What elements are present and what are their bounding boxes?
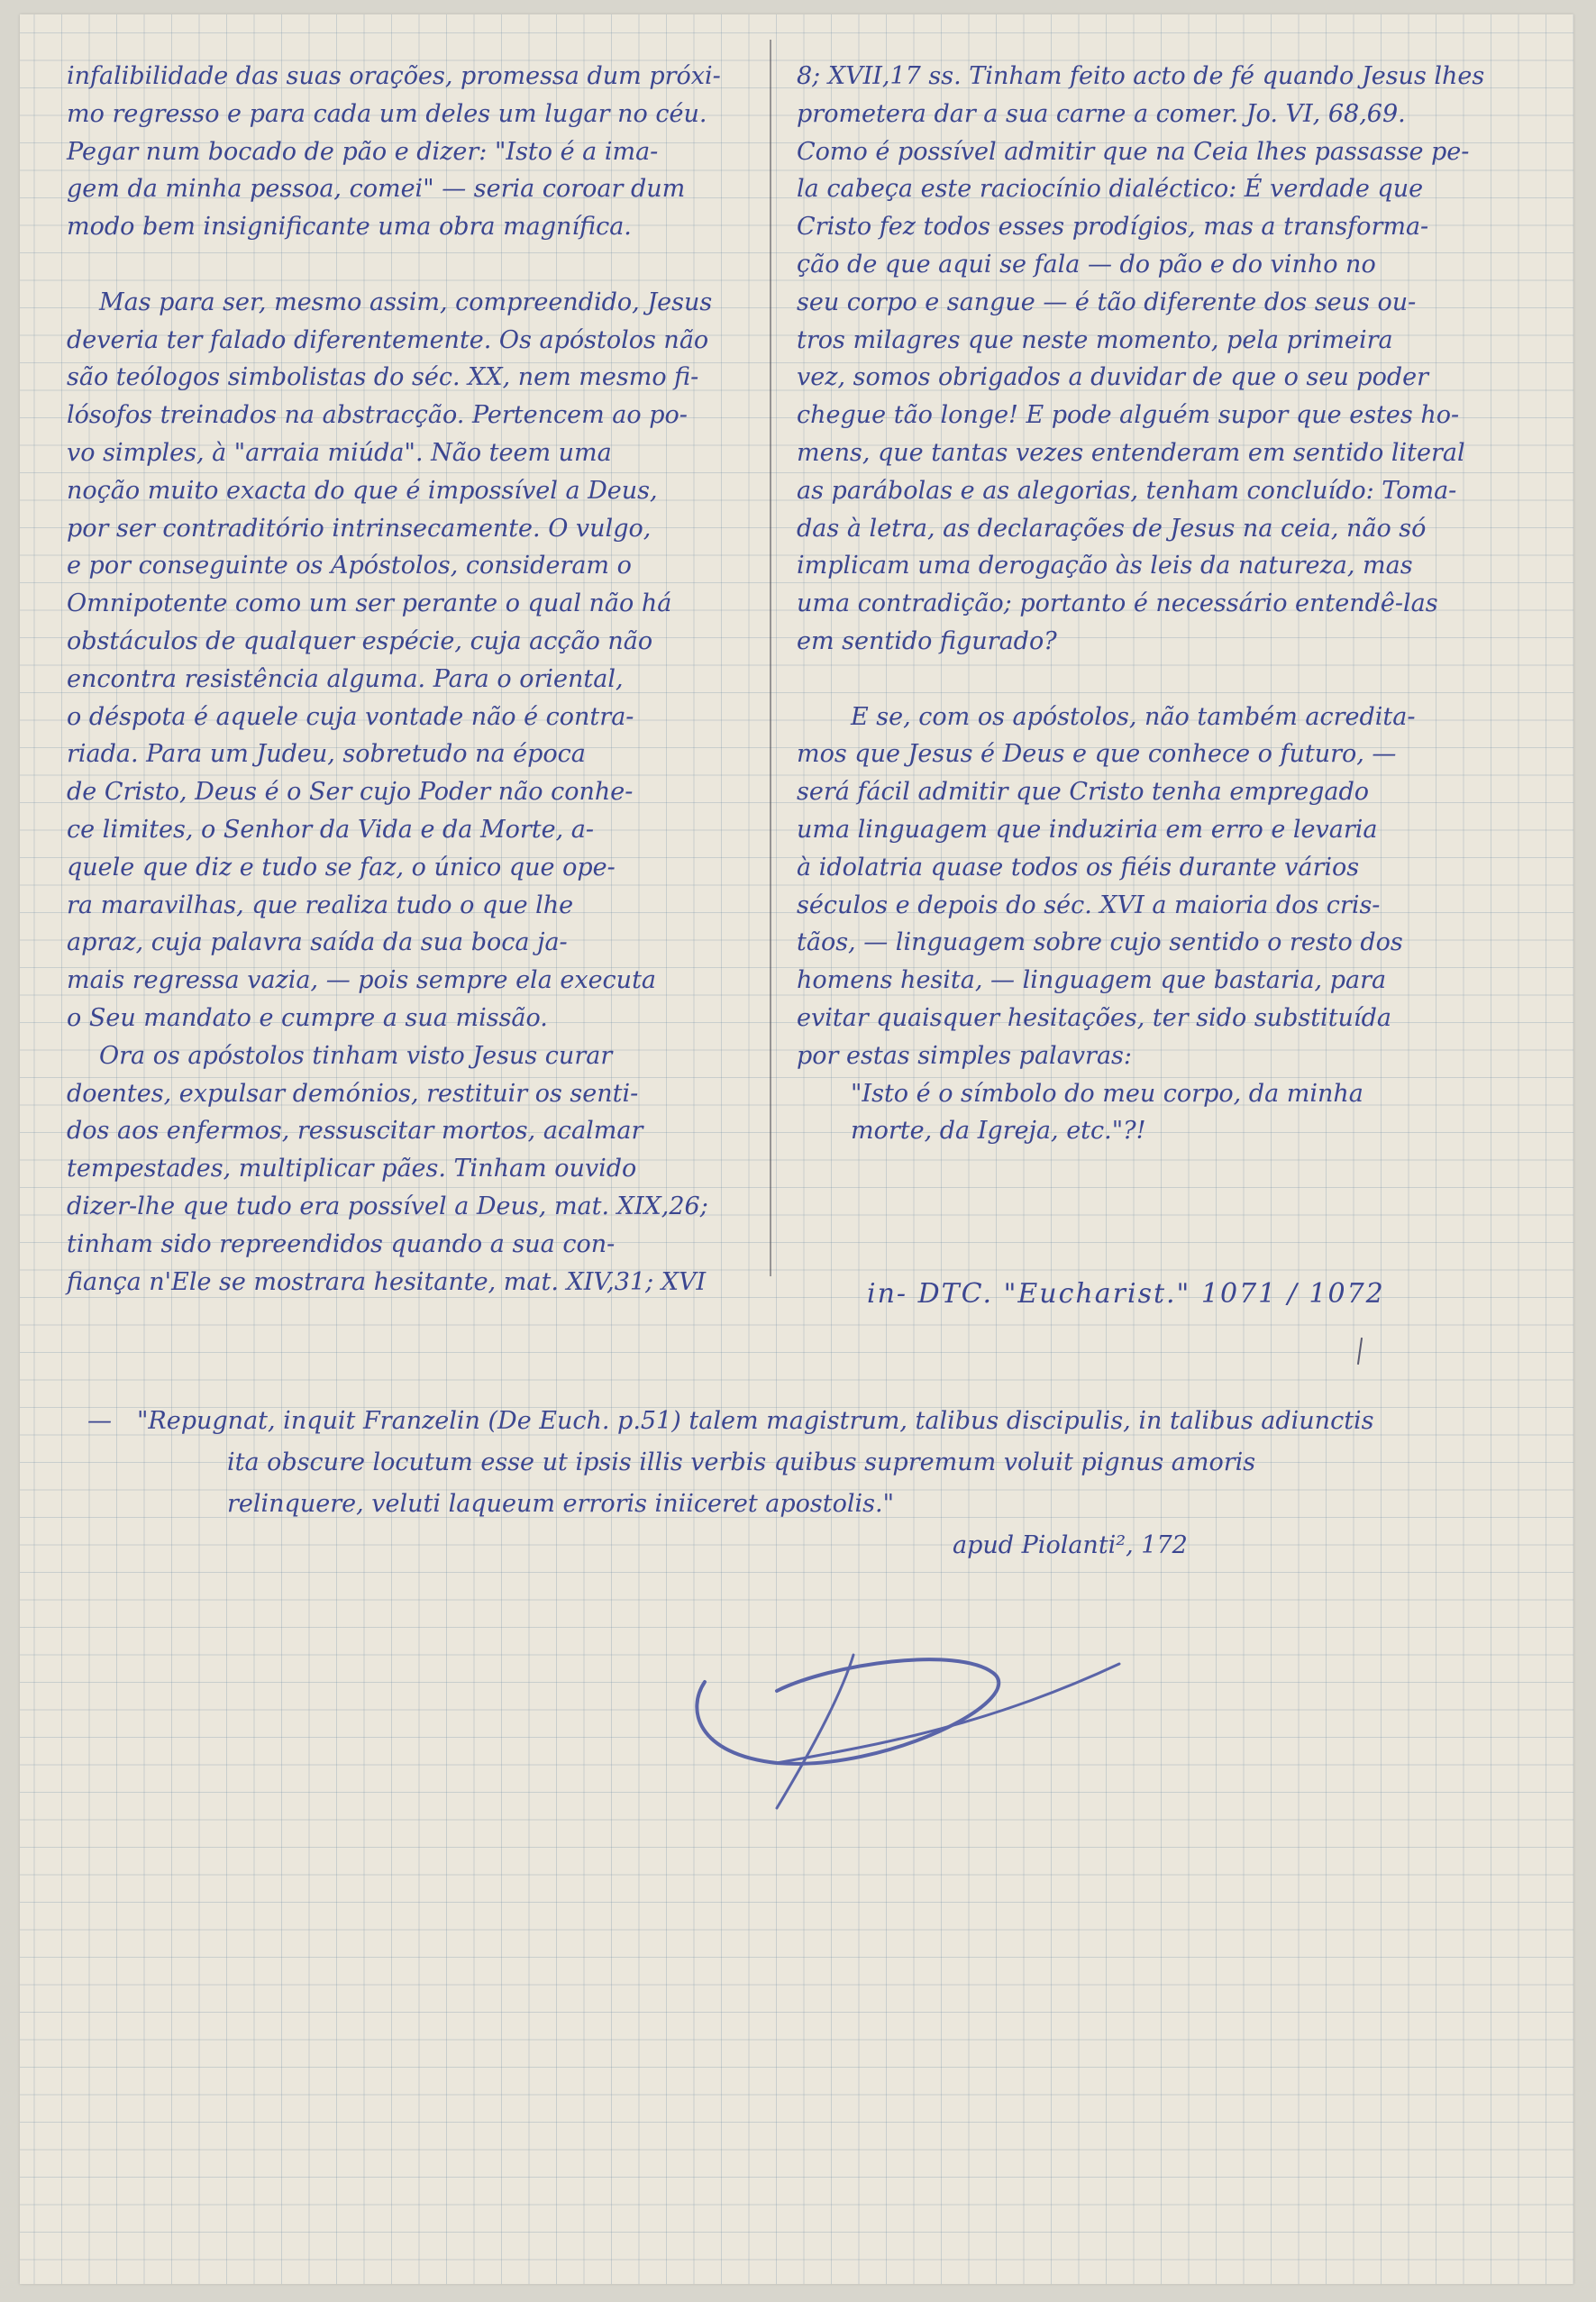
text-line: noção muito exacta do que é impossível a Deus,: [67, 476, 658, 505]
text-line: vo simples, à "arraia miúda". Não teem uma: [67, 438, 612, 467]
text-line: o Seu mandato e cumpre a sua missão.: [67, 1003, 548, 1032]
text-line: E se, com os apóstolos, não também acredita-: [851, 702, 1416, 731]
text-line: uma contradição; portanto é necessário entendê-las: [797, 589, 1438, 618]
text-line: ra maravilhas, que realiza tudo o que lhe: [67, 891, 574, 919]
text-line: infalibilidade das suas orações, promessa dum próxi-: [67, 62, 721, 90]
text-line: Omnipotente como um ser perante o qual não há: [67, 589, 672, 618]
text-line: chegue tão longe! E pode alguém supor que estes ho-: [797, 401, 1460, 430]
text-line: mens, que tantas vezes entenderam em sentido literal: [797, 438, 1465, 467]
text-line: prometera dar a sua carne a comer. Jo. VI, 68,69.: [797, 99, 1406, 128]
text-line: em sentido figurado?: [797, 626, 1057, 655]
text-line: por estas simples palavras:: [797, 1041, 1133, 1070]
footnote-line: ita obscure locutum esse ut ipsis illis verbis quibus supremum voluit pignus amoris: [227, 1448, 1256, 1476]
left-column: [67, 58, 761, 1301]
text-line: será fácil admitir que Cristo tenha empregado: [797, 778, 1370, 807]
text-line: Pegar num bocado de pão e dizer: "Isto é a ima-: [67, 137, 659, 166]
text-line: 8; XVII,17 ss. Tinham feito acto de fé quando Jesus lhes: [797, 62, 1485, 90]
text-line: seu corpo e sangue — é tão diferente dos seus ou-: [797, 288, 1417, 316]
text-line: mos que Jesus é Deus e que conhece o futuro, —: [797, 740, 1397, 769]
text-line: doentes, expulsar demónios, restituir os senti-: [67, 1079, 639, 1108]
text-line: dizer-lhe que tudo era possível a Deus, mat. XIX,26;: [67, 1192, 708, 1220]
text-line: ção de que aqui se fala — do pão e do vinho no: [797, 250, 1376, 279]
text-line: ce limites, o Senhor da Vida e da Morte, a-: [67, 815, 595, 844]
column-divider: [770, 40, 771, 1276]
text-line: evitar quaisquer hesitações, ter sido substituída: [797, 1003, 1391, 1032]
text-line: tãos, — linguagem sobre cujo sentido o resto dos: [797, 928, 1403, 957]
text-line: la cabeça este raciocínio dialéctico: É verdade que: [797, 175, 1424, 204]
footnote-source: apud Piolanti², 172: [953, 1531, 1188, 1559]
text-line: riada. Para um Judeu, sobretudo na época: [67, 740, 586, 769]
text-line: encontra resistência alguma. Para o oriental,: [67, 664, 624, 693]
text-line: por ser contraditório intrinsecamente. O vulgo,: [67, 514, 652, 543]
text-line: apraz, cuja palavra saída da sua boca ja-: [67, 928, 568, 957]
text-line: morte, da Igreja, etc."?!: [851, 1117, 1146, 1146]
text-line: "Isto é o símbolo do meu corpo, da minha: [851, 1079, 1363, 1108]
blank-line: [797, 661, 1545, 699]
text-line: obstáculos de qualquer espécie, cuja acção não: [67, 626, 653, 655]
text-line: uma linguagem que induziria em erro e levaria: [797, 815, 1378, 844]
text-line: tinham sido repreendidos quando a sua con-: [67, 1229, 616, 1258]
text-line: as parábolas e as alegorias, tenham concluído: Toma-: [797, 476, 1457, 505]
text-line: mo regresso e para cada um deles um lugar no céu.: [67, 99, 707, 128]
text-line: gem da minha pessoa, comei" — seria coroar dum: [67, 175, 686, 204]
text-line: dos aos enfermos, ressuscitar mortos, acalmar: [67, 1117, 643, 1146]
notebook-page: [20, 14, 1573, 2284]
text-line: Cristo fez todos esses prodígios, mas a transforma-: [797, 213, 1429, 242]
text-line: o déspota é aquele cuja vontade não é contra-: [67, 702, 634, 731]
right-column: [797, 58, 1545, 1150]
text-line: séculos e depois do séc. XVI a maioria dos cris-: [797, 891, 1381, 919]
text-line: lósofos treinados na abstracção. Pertencem ao po-: [67, 401, 688, 430]
text-line: mais regressa vazia, — pois sempre ela executa: [67, 966, 657, 995]
source-citation: in- DTC. "Eucharist." 1071 / 1072: [867, 1278, 1385, 1310]
text-line: tempestades, multiplicar pães. Tinham ouvido: [67, 1155, 637, 1183]
footnote-line: relinquere, veluti laqueum erroris iniiceret apostolis.": [227, 1490, 894, 1518]
text-line: fiança n'Ele se mostrara hesitante, mat. XIV,31; XVI: [67, 1267, 707, 1296]
text-line: são teólogos simbolistas do séc. XX, nem mesmo fi-: [67, 363, 699, 392]
footnote-dash: —: [87, 1407, 112, 1435]
text-line: vez, somos obrigados a duvidar de que o seu poder: [797, 363, 1429, 392]
blank-line: [67, 246, 761, 284]
text-line: de Cristo, Deus é o Ser cujo Poder não conhe-: [67, 778, 634, 807]
text-line: e por conseguinte os Apóstolos, consideram o: [67, 552, 632, 580]
text-line: homens hesita, — linguagem que bastaria, para: [797, 966, 1387, 995]
text-line: Ora os apóstolos tinham visto Jesus curar: [99, 1041, 613, 1070]
footnote-quote: [87, 1401, 1565, 1567]
text-line: modo bem insignificante uma obra magnífica.: [67, 213, 632, 242]
text-line: deveria ter falado diferentemente. Os apóstolos não: [67, 325, 709, 354]
text-line: à idolatria quase todos os fiéis durante vários: [797, 853, 1360, 882]
citation-tick-mark: [1357, 1338, 1363, 1365]
text-line: quele que diz e tudo se faz, o único que ope-: [67, 853, 616, 882]
handwritten-flourish-signature: [669, 1628, 1137, 1817]
text-line: Mas para ser, mesmo assim, compreendido, Jesus: [99, 288, 713, 316]
text-line: das à letra, as declarações de Jesus na ceia, não só: [797, 514, 1427, 543]
text-line: implicam uma derogação às leis da natureza, mas: [797, 552, 1413, 580]
footnote-line: "Repugnat, inquit Franzelin (De Euch. p.51) talem magistrum, talibus discipulis, in talibus adiunctis: [137, 1407, 1374, 1435]
text-line: Como é possível admitir que na Ceia lhes passasse pe-: [797, 137, 1470, 166]
text-line: tros milagres que neste momento, pela primeira: [797, 325, 1393, 354]
